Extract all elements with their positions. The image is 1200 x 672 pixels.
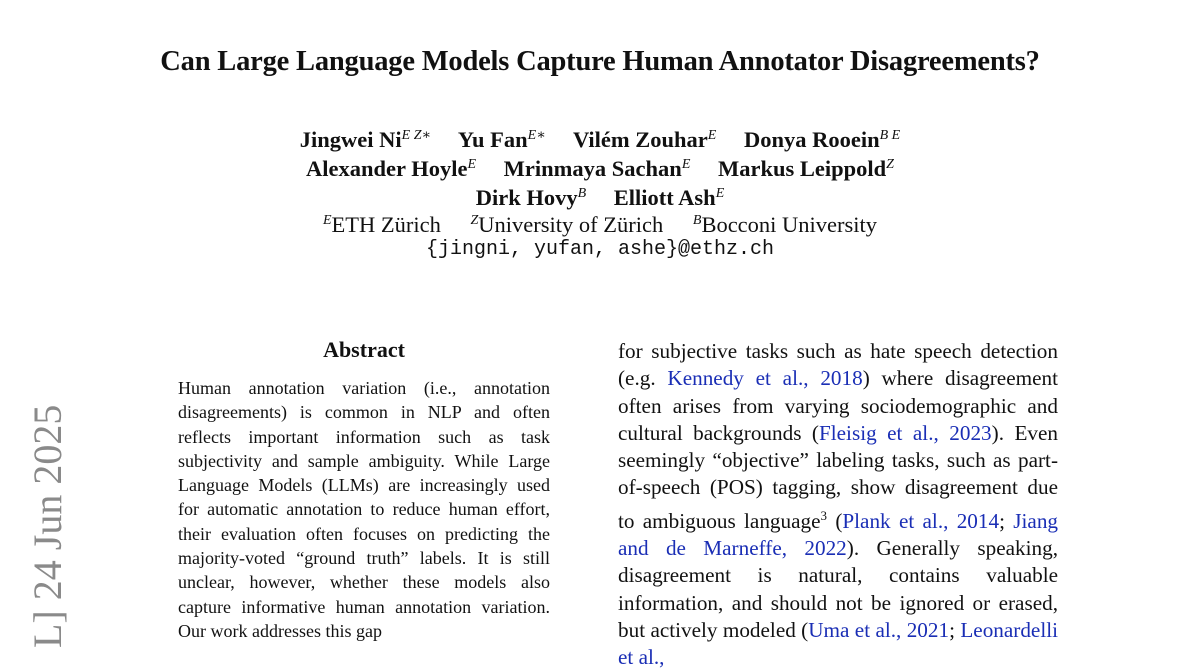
citation-link[interactable]: Plank et al., 2014 bbox=[842, 508, 1000, 533]
citation-link[interactable]: Jiang and de Marneffe, 2022 bbox=[618, 508, 1059, 561]
citation-link[interactable]: Leonardelli et al., bbox=[618, 617, 1058, 670]
author-name: Jingwei Ni bbox=[299, 127, 402, 152]
author-name: Yu Fan bbox=[457, 127, 528, 152]
affiliation bbox=[693, 212, 877, 237]
author-name: Markus Leippold bbox=[718, 156, 887, 181]
affiliation bbox=[470, 212, 663, 237]
body-text: ). Even seemingly “objective” labeling tasks, such as part-of-speech (POS) tagging, show disagreement due to ambiguous language bbox=[618, 420, 1058, 533]
author-affiliation-marker: E Z∗ bbox=[401, 128, 432, 143]
author-affiliation-marker: Z bbox=[886, 157, 894, 172]
affiliation-name: Bocconi University bbox=[701, 212, 878, 237]
author-name: Alexander Hoyle bbox=[306, 156, 468, 181]
affiliation-marker: Z bbox=[470, 213, 479, 228]
affiliation bbox=[323, 212, 441, 237]
body-text: ). Generally speaking, disagreement is natural, contains valuable information, and should not be ignored or erased, but actively modeled ( bbox=[618, 536, 1058, 642]
author-affiliation-marker: E∗ bbox=[527, 128, 546, 143]
paper-title: Can Large Language Models Capture Human Annotator Disagreements? bbox=[160, 46, 1040, 77]
affiliation-name: University of Zürich bbox=[478, 212, 664, 237]
author-affiliation-marker: B E bbox=[879, 128, 901, 143]
citation-link[interactable]: Fleisig et al., 2023 bbox=[818, 420, 992, 445]
body-text: for subjective tasks such as hate speech detection (e.g. bbox=[618, 339, 1058, 391]
author-name: Vilém Zouhar bbox=[572, 127, 708, 152]
affiliation-marker: E bbox=[322, 213, 332, 228]
author-affiliation-marker: E bbox=[707, 128, 717, 143]
body-paragraph bbox=[618, 338, 1058, 672]
author-affiliation-marker: B bbox=[577, 186, 587, 201]
arxiv-side-stamp: L] 24 Jun 2025 bbox=[25, 404, 70, 648]
footnote-marker[interactable]: 3 bbox=[820, 507, 828, 523]
author-affiliation-marker: E bbox=[681, 157, 691, 172]
author-name: Donya Rooein bbox=[743, 127, 880, 152]
author-name: Dirk Hovy bbox=[475, 185, 578, 210]
body-text: ) where disagreement often arises from varying sociodemographic and cultural backgrounds ( bbox=[618, 366, 1058, 445]
author-affiliation-marker: E bbox=[467, 157, 477, 172]
affiliation-name: ETH Zürich bbox=[331, 212, 441, 237]
body-text: ; bbox=[999, 508, 1014, 533]
affiliation-marker: B bbox=[692, 213, 702, 228]
abstract-text: Human annotation variation (i.e., annotation disagreements) is common in NLP and often reflects important information such as task subjectivity and sample ambiguity. While Large Language Models (LLMs) are increasingly used for automatic annotation to reduce human effort, their evaluation often focuses on predicting the majority-voted “ground truth” labels. It is still unclear, however, whether these models also capture informative human annotation variation. Our work addresses this gap bbox=[178, 378, 550, 641]
author-affiliation-marker: E bbox=[715, 186, 725, 201]
citation-link[interactable]: Uma et al., 2021 bbox=[808, 617, 950, 642]
affiliations bbox=[0, 206, 1200, 240]
abstract-heading: Abstract bbox=[323, 337, 405, 362]
citation-link[interactable]: Kennedy et al., 2018 bbox=[667, 366, 863, 391]
body-text: ( bbox=[827, 508, 843, 533]
author-name: Elliott Ash bbox=[613, 185, 716, 210]
author-name: Mrinmaya Sachan bbox=[503, 156, 682, 181]
contact-email: {jingni, yufan, ashe}@ethz.ch bbox=[425, 238, 775, 261]
body-text: ; bbox=[949, 617, 961, 642]
